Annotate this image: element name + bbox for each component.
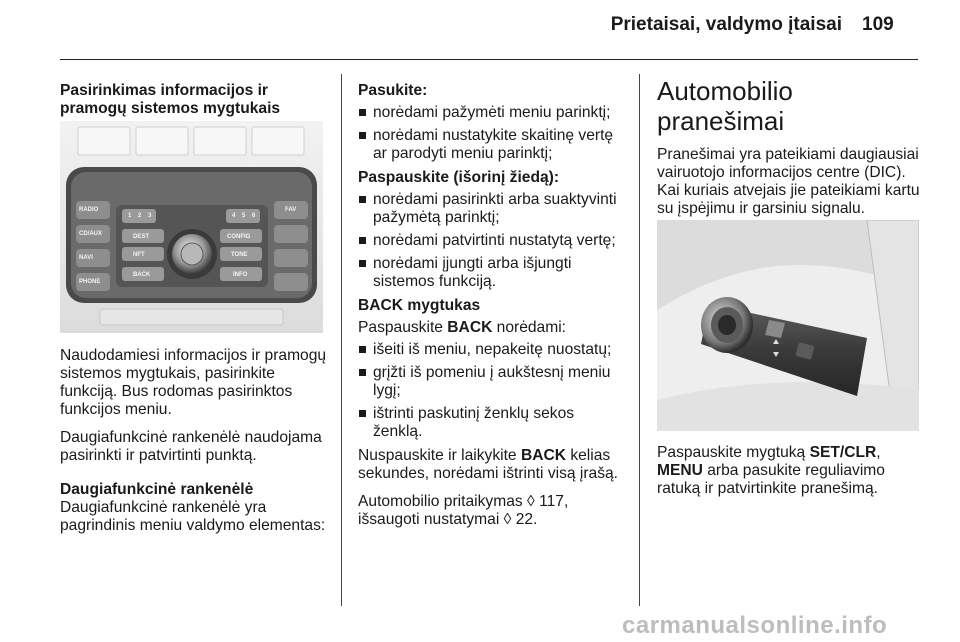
reference-page-link[interactable]: 117 [539, 493, 564, 510]
dest-button-label: DEST [133, 234, 150, 240]
reference-arrow-icon: ◊ [527, 493, 535, 510]
header-title: Prietaisai, valdymo įtaisai [610, 14, 842, 35]
phone-button-label: PHONE [79, 279, 101, 285]
header-rule [60, 59, 918, 60]
navi-button-label: NAVI [79, 255, 93, 261]
ack-comma: , [876, 444, 881, 461]
ack-text: Paspauskite mygtuką [657, 444, 810, 461]
fav-button-label: FAV [285, 207, 297, 213]
cross-references: Automobilio pritaikymas ◊ 117, išsaugoti nustatymai ◊ 22. [358, 493, 569, 528]
hold-text: Nuspauskite ir laikykite [358, 447, 521, 464]
column-divider-right [639, 74, 640, 606]
nft-button-label: NFT [133, 252, 145, 258]
list-item: norėdami nustatykite skaitinę vertę ar parodyti meniu parinktį; [358, 127, 626, 163]
body-paragraph: Daugiafunkcinė rankenėlė yra pagrindinis meniu valdymo elementas: [60, 499, 326, 534]
list-item: ištrinti paskutinį ženklų sekos ženklą. [358, 405, 626, 441]
back-button-label: BACK [133, 272, 151, 278]
reference-page-link[interactable]: 22 [515, 511, 534, 528]
body-paragraph: Pranešimai yra pateikiami daugiausiai vairuotojo informacijos centre (DIC). Kai kuriais atvejais jie pateikiami kartu su įspėjimu ir garsiniu signalu. [657, 146, 920, 217]
infotainment-panel-photo [60, 121, 323, 333]
back-intro [358, 319, 626, 337]
preset-3-label: 3 [148, 213, 152, 219]
subsection-heading: Daugiafunkcinė rankenėlė [60, 481, 254, 498]
steering-stalk-photo [657, 220, 919, 431]
cd-aux-button-label: CD/AUX [79, 231, 103, 237]
list-item: išeiti iš meniu, nepakeitę nuostatų; [358, 341, 626, 359]
hold-text-end: kelias sekundes, norėdami ištrinti visą įrašą. [358, 447, 619, 482]
list-item: norėdami pažymėti meniu parinktį; [358, 104, 626, 122]
press-list [358, 191, 626, 291]
preset-4-label: 4 [232, 213, 236, 219]
preset-6-label: 6 [252, 213, 256, 219]
back-intro-text: Paspauskite [358, 319, 448, 336]
preset-1-label: 1 [128, 213, 132, 219]
back-list [358, 341, 626, 441]
back-intro-text-end: norėdami: [492, 319, 567, 336]
back-button-heading: BACK mygtukas [358, 297, 481, 314]
reference-arrow-icon: ◊ [503, 511, 512, 528]
preset-2-label: 2 [138, 213, 142, 219]
list-item: norėdami įjungti arba išjungti sistemos funkciją. [358, 255, 626, 291]
body-paragraph: Daugiafunkcinė rankenėlė naudojama pasirinkti ir patvirtinti punktą. [60, 429, 322, 464]
hold-keyword: BACK [520, 447, 566, 464]
right-column-body [657, 444, 922, 508]
section-title: Automobilio pranešimai [657, 76, 793, 136]
press-heading: Paspauskite (išorinį žiedą): [358, 169, 560, 186]
preset-5-label: 5 [242, 213, 246, 219]
reference-text: Automobilio pritaikymas [358, 493, 527, 510]
turn-heading: Pasukite: [358, 82, 428, 99]
menu-keyword: MENU [657, 462, 703, 479]
right-column [657, 76, 922, 228]
page-number: 109 [862, 14, 894, 35]
middle-column [358, 82, 626, 539]
set-clr-keyword: SET/CLR [809, 444, 877, 461]
acknowledge-paragraph [657, 444, 922, 498]
turn-signal-lever-illustration [657, 220, 919, 431]
column-divider-left [341, 74, 342, 606]
left-column-body [60, 347, 328, 545]
back-keyword: BACK [447, 319, 493, 336]
list-item: norėdami pasirinkti arba suaktyvinti pažymėtą parinktį; [358, 191, 626, 227]
list-item: norėdami patvirtinti nustatytą vertę; [358, 232, 626, 250]
panel-button-labels [60, 121, 323, 333]
radio-button-label: RADIO [79, 207, 99, 213]
list-item: grįžti iš pomeniu į aukštesnį meniu lygį; [358, 364, 626, 400]
body-paragraph: Naudodamiesi informacijos ir pramogų sistemos mygtukais, pasirinkite funkciją. Bus rodomas pasirinktos funkcijos meniu. [60, 347, 327, 418]
reference-text: išsaugoti nustatymai [358, 511, 504, 528]
tone-button-label: TONE [231, 252, 248, 258]
section-heading: Pasirinkimas informacijos ir pramogų sistemos mygtukais [60, 82, 281, 117]
watermark: carmanualsonline.info [622, 612, 888, 639]
info-button-label: INFO [233, 272, 248, 278]
hold-back-paragraph [358, 447, 626, 483]
ack-text-end: arba pasukite reguliavimo ratuką ir patvirtinkite pranešimą. [657, 462, 885, 497]
turn-list [358, 104, 626, 163]
config-button-label: CONFIG [227, 234, 251, 240]
left-column [60, 82, 328, 118]
